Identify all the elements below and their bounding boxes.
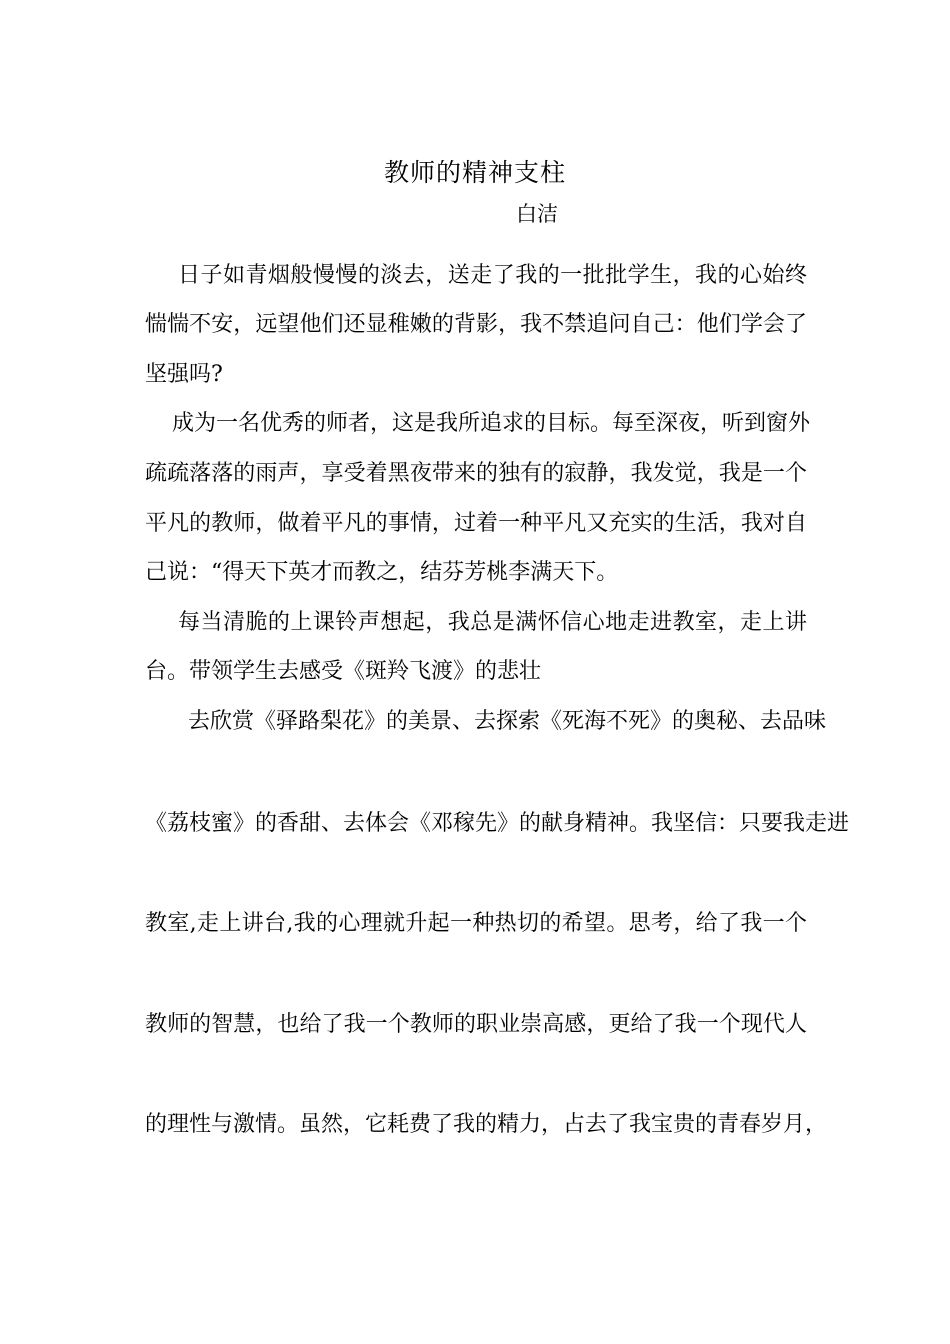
paragraph-line: 惴惴不安，远望他们还显稚嫩的背影，我不禁追问自己：他们学会了 bbox=[145, 312, 807, 337]
author-name: 白洁 bbox=[516, 202, 558, 226]
paragraph-line: 每当清脆的上课铃声想起，我总是满怀信心地走进教室，走上讲 bbox=[178, 610, 807, 635]
paragraph-line: 《荔枝蜜》的香甜、去体会《邓稼先》的献身精神。我坚信：只要我走进 bbox=[145, 811, 850, 836]
paragraph-line: 去欣赏《驿路梨花》的美景、去探索《死海不死》的奥秘、去品味 bbox=[188, 709, 827, 734]
paragraph-line: 教室,走上讲台,我的心理就升起一种热切的希望。思考，给了我一个 bbox=[145, 911, 807, 936]
paragraph-line: 日子如青烟般慢慢的淡去，送走了我的一批批学生，我的心始终 bbox=[178, 263, 807, 288]
page-title: 教师的精神支柱 bbox=[383, 158, 566, 187]
paragraph-line: 坚强吗? bbox=[145, 362, 223, 387]
paragraph-line: 教师的智慧，也给了我一个教师的职业崇高感，更给了我一个现代人 bbox=[145, 1012, 807, 1037]
paragraph-line: 成为一名优秀的师者，这是我所追求的目标。每至深夜，听到窗外 bbox=[172, 411, 811, 436]
paragraph-line: 己说：“得天下英才而教之，结芬芳桃李满天下。 bbox=[145, 560, 619, 585]
paragraph-line: 疏疏落落的雨声，享受着黑夜带来的独有的寂静，我发觉，我是一个 bbox=[145, 461, 807, 486]
paragraph-line: 平凡的教师，做着平凡的事情，过着一种平凡又充实的生活，我对自 bbox=[145, 511, 807, 536]
paragraph-line: 的理性与激情。虽然，它耗费了我的精力，占去了我宝贵的青春岁月， bbox=[145, 1112, 828, 1137]
paragraph-line: 台。带领学生去感受《斑羚飞渡》的悲壮 bbox=[145, 659, 542, 684]
